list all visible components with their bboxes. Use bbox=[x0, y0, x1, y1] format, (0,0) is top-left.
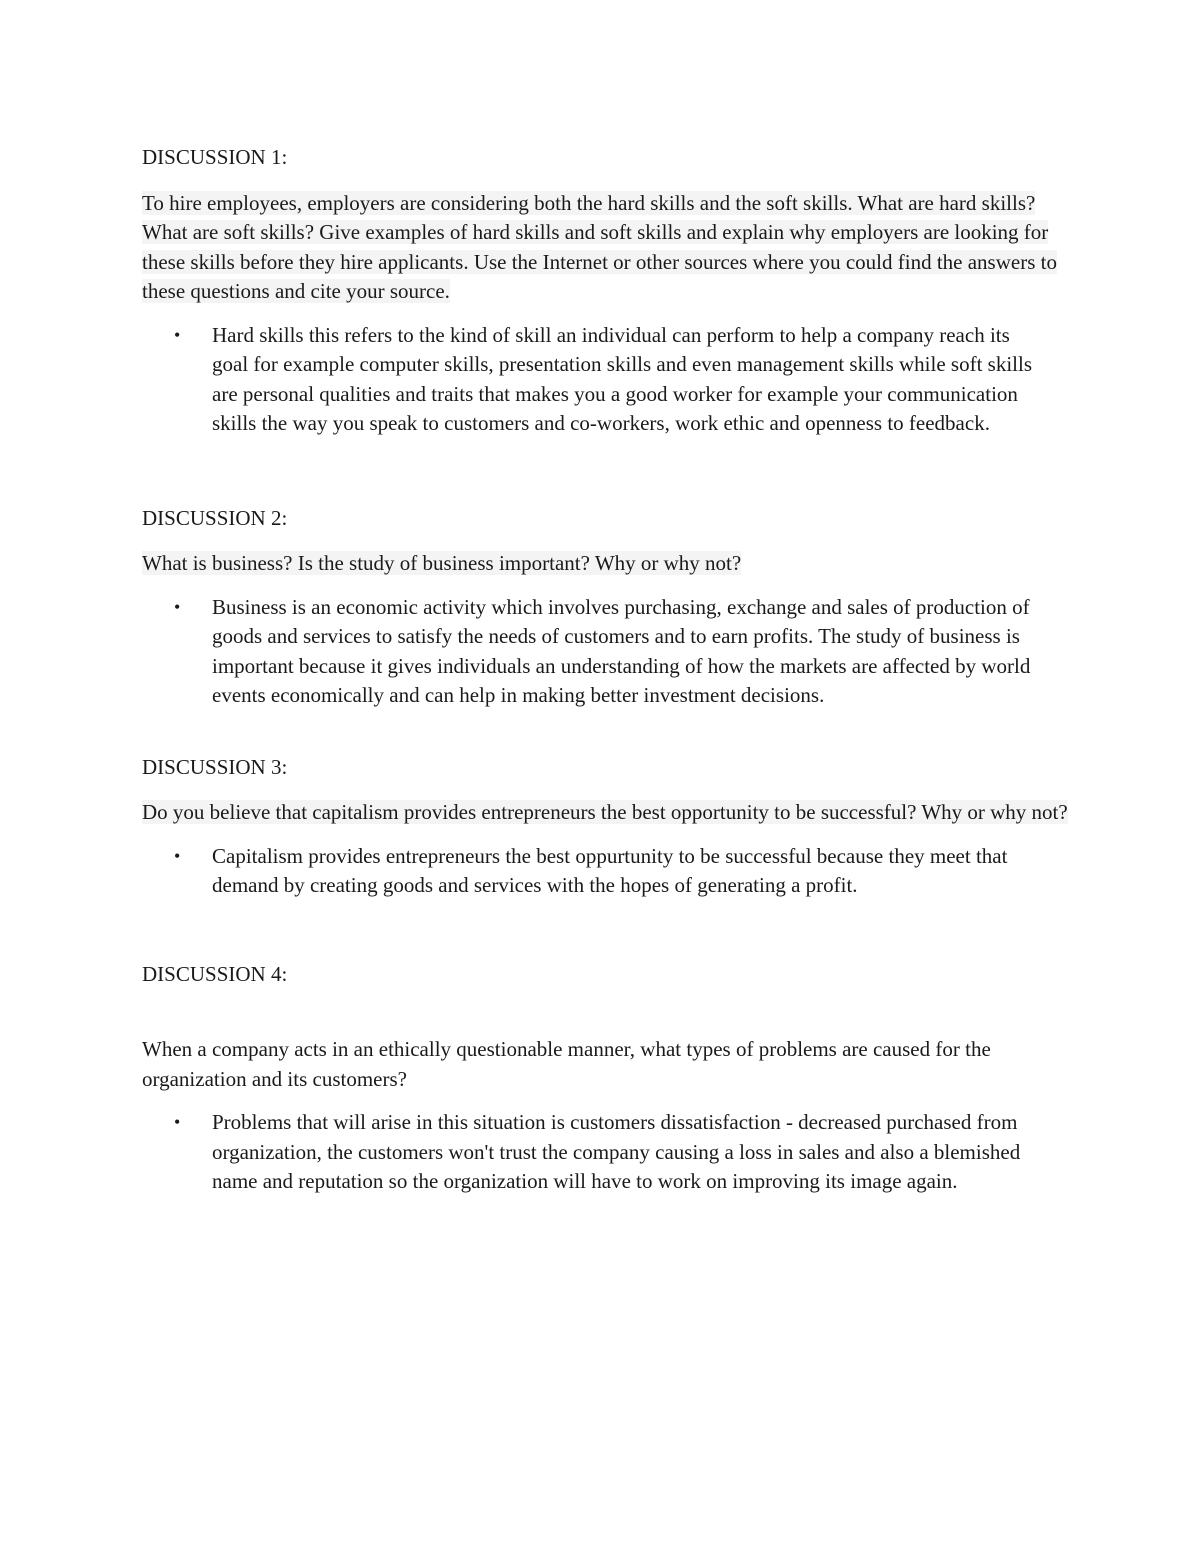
answer-list bbox=[142, 842, 1072, 901]
discussion-heading: DISCUSSION 2: bbox=[142, 505, 288, 530]
bullet-icon: • bbox=[174, 1112, 181, 1132]
question-text: Do you believe that capitalism provides entrepreneurs the best opportunity to be successful? Why or why not? bbox=[142, 800, 1068, 824]
answer-item bbox=[142, 842, 1042, 901]
discussion-question bbox=[142, 189, 1072, 307]
question-text: What is business? Is the study of business important? Why or why not? bbox=[142, 551, 742, 575]
answer-text: Business is an economic activity which involves purchasing, exchange and sales of production of goods and services to satisfy the needs of customers and to earn profits. The study of business is important because it gives individuals an understanding of how the markets are affected by world events economically and can help in making better investment decisions. bbox=[212, 594, 1031, 707]
question-text: When a company acts in an ethically questionable manner, what types of problems are caused for the organization and its customers? bbox=[142, 1037, 991, 1091]
answer-text: Hard skills this refers to the kind of skill an individual can perform to help a company reach its goal for example computer skills, presentation skills and even management skills while soft skills are personal qualities and traits that makes you a good worker for example your communication skills the way you speak to customers and co-workers, work ethic and openness to feedback. bbox=[212, 322, 1033, 435]
discussion-2 bbox=[142, 504, 1072, 711]
question-text: To hire employees, employers are considering both the hard skills and the soft skills. What are hard skills? What are soft skills? Give examples of hard skills and soft skills and explain why employers are looking for these skills before they hire applicants. Use the Internet or other sources where you could find the answers to these questions and cite your source. bbox=[142, 190, 1057, 303]
answer-list bbox=[142, 321, 1072, 439]
answer-list bbox=[142, 593, 1072, 711]
answer-text: Problems that will arise in this situation is customers dissatisfaction - decreased purchased from organization, the customers won't trust the company causing a loss in sales and also a blemished name and reputation so the organization will have to work on improving its image again. bbox=[212, 1110, 1021, 1193]
discussion-heading: DISCUSSION 4: bbox=[142, 961, 288, 986]
discussion-1 bbox=[142, 143, 1072, 439]
bullet-icon: • bbox=[174, 324, 181, 345]
document-body bbox=[142, 140, 1072, 1197]
discussion-3 bbox=[142, 753, 1072, 901]
discussion-heading: DISCUSSION 1: bbox=[142, 145, 288, 169]
discussion-question bbox=[142, 1035, 1072, 1094]
discussion-question bbox=[142, 798, 1072, 828]
answer-item bbox=[142, 1108, 1042, 1197]
discussion-question bbox=[142, 549, 1072, 579]
bullet-icon: • bbox=[174, 845, 181, 866]
answer-list bbox=[142, 1108, 1072, 1197]
discussion-4 bbox=[142, 960, 1072, 1197]
bullet-icon: • bbox=[174, 596, 181, 617]
discussion-heading: DISCUSSION 3: bbox=[142, 754, 288, 779]
answer-item bbox=[142, 321, 1042, 439]
answer-item bbox=[142, 593, 1042, 711]
answer-text: Capitalism provides entrepreneurs the best oppurtunity to be successful because they meet that demand by creating goods and services with the hopes of generating a profit. bbox=[212, 843, 1008, 897]
